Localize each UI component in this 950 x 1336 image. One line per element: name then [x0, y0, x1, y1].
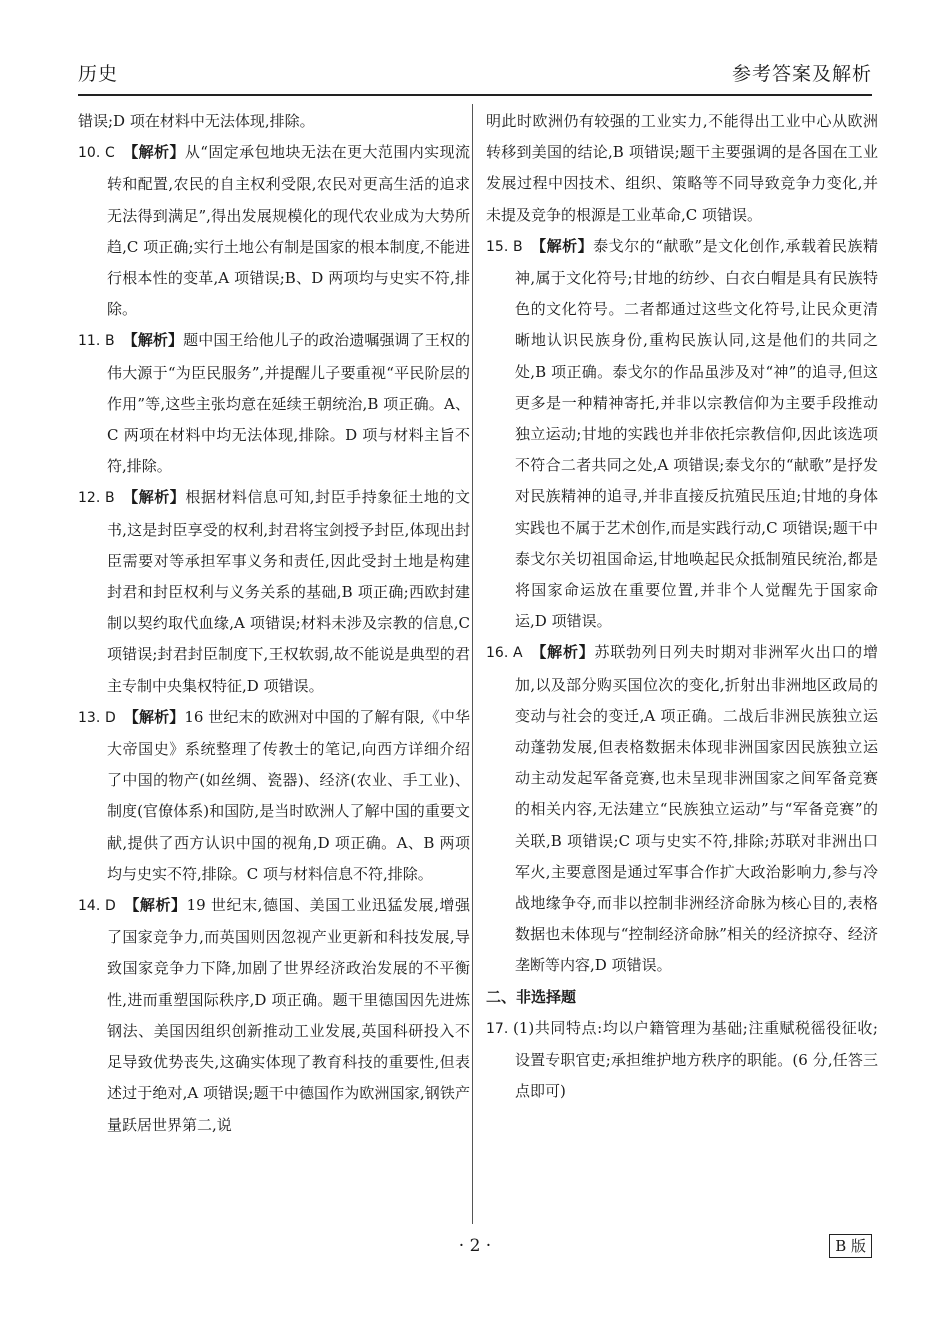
column-divider [472, 104, 473, 1224]
question-number: 13. [78, 709, 101, 726]
answer-letter: D [105, 709, 116, 726]
analysis-text: 题中国王给他儿子的政治遗嘱强调了王权的伟大源于“为臣民服务”,并提醒儿子要重视“平民阶层的作用”等,这些主张均意在延续王朝统治,B 项正确。A、C 两项在材料中均无法体现,排除。D 项与材料主旨不符,排除。 [107, 331, 470, 476]
question-14 [78, 890, 470, 1141]
question-number: 12. [78, 490, 101, 507]
page-number: · 2 · [458, 1236, 492, 1256]
analysis-label: 【解析】 [122, 331, 184, 350]
answer-letter: B [105, 490, 115, 507]
question-17 [486, 1013, 878, 1108]
carry-over-text: 明此时欧洲仍有较强的工业实力,不能得出工业中心从欧洲转移到美国的结论,B 项错误;题干主要强调的是各国在工业发展过程中因技术、组织、策略等不同导致竞争力变化,并未提及竞争的根源是工业革命,C 项错误。 [486, 112, 878, 224]
question-number: 15. [486, 238, 509, 255]
question-16 [486, 637, 878, 981]
analysis-text: 苏联勃列日列夫时期对非洲军火出口的增加,以及部分购买国位次的变化,折射出非洲地区政局的变动与社会的变迁,A 项正确。二战后非洲民族独立运动蓬勃发展,但表格数据未体现非洲国家因民族独立运动主动发起军备竞赛,也未呈现非洲国家之间军备竞赛的相关内容,无法建立“民族独立运动”与“军备竞赛”的关联,B 项错误;C 项与史实不符,排除;苏联对非洲出口军火,主要意图是通过军事合作扩大政治影响力,参与冷战地缘争夺,而非以控制非洲经济命脉为核心目的,表格数据也未体现与“控制经济命脉”相关的经济掠夺、经济垄断等内容,D 项错误。 [515, 643, 878, 975]
analysis-label: 【解析】 [122, 488, 186, 507]
page-header [78, 58, 872, 96]
answer-letter: A [513, 645, 523, 662]
analysis-text: 从“固定承包地块无法在更大范围内实现流转和配置,农民的自主权利受限,农民对更高生活的追求无法得到满足”,得出发展规模化的现代农业成为大势所趋,C 项正确;实行土地公有制是国家的根本制度,不能进行根本性的变革,A 项错误;B、D 两项均与史实不符,排除。 [107, 143, 470, 319]
analysis-label: 【解析】 [123, 896, 187, 915]
analysis-label: 【解析】 [123, 707, 185, 726]
left-column [78, 106, 470, 1141]
question-number: 17. [486, 1020, 509, 1037]
question-13 [78, 702, 470, 890]
analysis-label: 【解析】 [122, 143, 185, 162]
question-11 [78, 325, 470, 482]
answer-text: (1)共同特点:均以户籍管理为基础;注重赋税徭役征收;设置专职官吏;承担维护地方秩序的职能。(6 分,任答三点即可) [513, 1018, 878, 1101]
answer-letter: D [105, 898, 116, 915]
answer-letter: C [105, 145, 115, 162]
question-number: 14. [78, 898, 101, 915]
version-badge: B 版 [829, 1234, 872, 1258]
analysis-text: 19 世纪末,德国、美国工业迅猛发展,增强了国家竞争力,而英国则因忽视产业更新和科技发展,导致国家竞争力下降,加剧了世界经济政治发展的不平衡性,进而重塑国际秩序,D 项正确。题干里德国因先进炼钢法、美国因组织创新推动工业发展,英国科研投入不足导致优势丧失,这确实体现了教育科技的重要性,但表述过于绝对,A 项错误;题干中德国作为欧洲国家,钢铁产量跃居世界第二,说 [107, 896, 470, 1134]
right-column [486, 106, 878, 1108]
analysis-text: 泰戈尔的“献歌”是文化创作,承载着民族精神,属于文化符号;甘地的纺纱、白衣白帽是具有民族特色的文化符号。二者都通过这些文化符号,让民众更清晰地认识民族身份,重构民族认同,这是他们的共同之处,B 项正确。泰戈尔的作品虽涉及对“神”的追寻,但这更多是一种精神寄托,并非以宗教信仰为主要手段推动独立运动;甘地的实践也并非依托宗教信仰,因此该选项不符合二者共同之处,A 项错误;泰戈尔的“献歌”是抒发对民族精神的追寻,并非直接反抗殖民压迫;甘地的身体实践也不属于艺术创作,而是实践行动,C 项错误;题干中泰戈尔关切祖国命运,甘地唤起民众抵制殖民统治,都是将国家命运放在重要位置,并非个人觉醒先于国家命运,D 项错误。 [515, 236, 878, 631]
question-number: 11. [78, 333, 101, 350]
answer-letter: B [105, 333, 115, 350]
analysis-label: 【解析】 [530, 236, 594, 255]
document-title: 参考答案及解析 [731, 63, 872, 85]
question-12 [78, 482, 470, 701]
carry-over-text: 错误;D 项在材料中无法体现,排除。 [78, 112, 315, 130]
analysis-text: 16 世纪末的欧洲对中国的了解有限,《中华大帝国史》系统整理了传教士的笔记,向西方详细介绍了中国的物产(如丝绸、瓷器)、经济(农业、手工业)、制度(官僚体系)和国防,是当时欧洲人了解中国的重要文献,提供了西方认识中国的视角,D 项正确。A、B 两项均与史实不符,排除。C 项与材料信息不符,排除。 [107, 707, 470, 883]
subject-title: 历史 [78, 63, 119, 85]
question-10 [78, 137, 470, 325]
analysis-label: 【解析】 [530, 643, 595, 662]
question-number: 10. [78, 145, 101, 162]
section-title: 二、非选择题 [486, 987, 577, 1006]
answer-letter: B [513, 238, 523, 255]
question-number: 16. [486, 645, 509, 662]
analysis-text: 根据材料信息可知,封臣手持象征土地的文书,这是封臣享受的权利,封君将宝剑授予封臣,体现出封臣需要对等承担军事义务和责任,因此受封土地是构建封君和封臣权利与义务关系的基础,B 项正确;西欧封建制以契约取代血缘,A 项错误;材料未涉及宗教的信息,C 项错误;封君封臣制度下,王权软弱,故不能说是典型的君主专制中央集权特征,D 项错误。 [107, 488, 470, 695]
question-15 [486, 231, 878, 638]
